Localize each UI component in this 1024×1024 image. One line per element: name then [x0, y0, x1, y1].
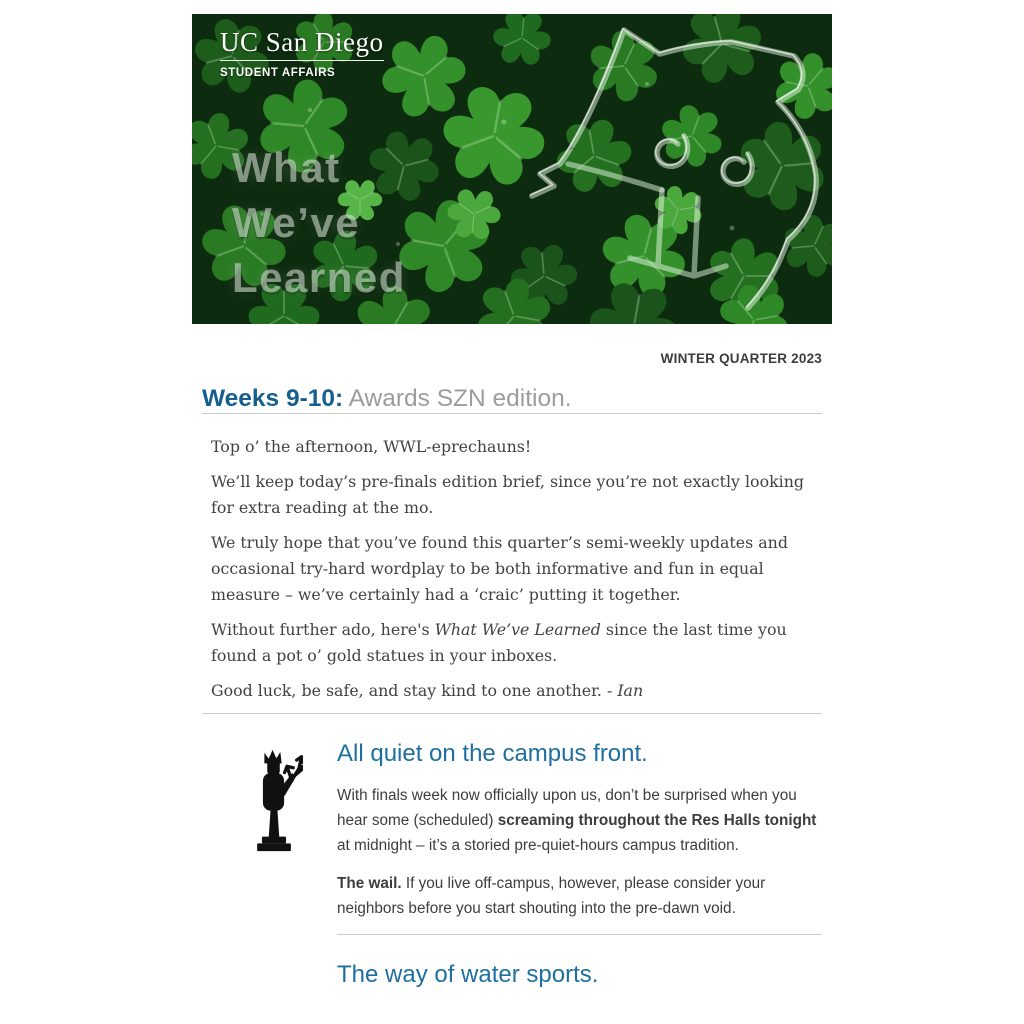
intro-paragraph-hope: We truly hope that you’ve found this quarter’s semi-weekly updates and occasional try-hard wordplay to be both informative and fun in equal measure – we’ve certainly had a ‘craic’ putting it together. — [211, 532, 788, 604]
intro-ado-title: What We’ve Learned — [434, 619, 601, 639]
section-heading-campus[interactable]: All quiet on the campus front. — [337, 739, 648, 767]
campus-paragraph-finals — [337, 783, 822, 858]
divider-intro — [202, 713, 822, 714]
section-heading-water[interactable]: The way of water sports. — [337, 960, 599, 988]
campus-wail-post: If you live off-campus, however, please consider your neighbors before you start shouting into the pre-dawn void. — [337, 874, 766, 917]
logo-university-name: UC San Diego — [220, 29, 384, 61]
ucsd-student-affairs-logo — [220, 29, 384, 79]
section-icon-cell — [202, 732, 337, 988]
intro-ado-post: since the last time you found a pot o’ gold statues in your inboxes. — [211, 619, 787, 665]
section-campus — [202, 732, 822, 988]
section-campus-text — [337, 732, 822, 988]
hero-title-line-1: What — [232, 144, 341, 191]
hero-title-line-3: Learned — [232, 254, 406, 301]
campus-wail-lead: The wail. — [337, 874, 402, 892]
quarter-label: WINTER QUARTER 2023 — [660, 351, 822, 366]
intro-paragraph-signoff — [211, 678, 813, 704]
issue-title — [202, 386, 822, 413]
hero-title-line-2: We’ve — [232, 199, 361, 246]
intro-paragraph-brief: We’ll keep today’s pre-finals edition brief, since you’re not exactly looking for extra reading at the mo. — [211, 471, 804, 517]
hero-image — [192, 14, 832, 324]
email-body — [192, 0, 832, 988]
divider-section — [337, 934, 822, 935]
intro-signoff-text: Good luck, be safe, and stay kind to one another. - — [211, 680, 618, 700]
intro-signoff-author: Ian — [617, 680, 644, 700]
campus-finals-bold: screaming throughout the Res Halls tonight — [497, 811, 817, 829]
intro-paragraph-greeting: Top o’ the afternoon, WWL-eprechauns! — [211, 436, 532, 456]
issue-title-subtitle: Awards SZN edition. — [343, 385, 572, 412]
intro-paragraph-ado — [211, 617, 813, 669]
logo-division-name: STUDENT AFFAIRS — [220, 67, 336, 79]
intro-letter — [202, 414, 822, 704]
campus-finals-pre: With finals week now officially upon us, don’t be surprised when you hear some (scheduled) — [337, 786, 797, 829]
campus-finals-post: at midnight – it’s a storied pre-quiet-hours campus tradition. — [337, 836, 739, 854]
campus-paragraph-wail — [337, 871, 822, 921]
issue-title-weeks: Weeks 9-10: — [202, 385, 344, 412]
hero-title — [232, 140, 406, 305]
intro-ado-pre: Without further ado, here's — [211, 619, 435, 639]
triton-award-statue-icon — [245, 748, 303, 854]
